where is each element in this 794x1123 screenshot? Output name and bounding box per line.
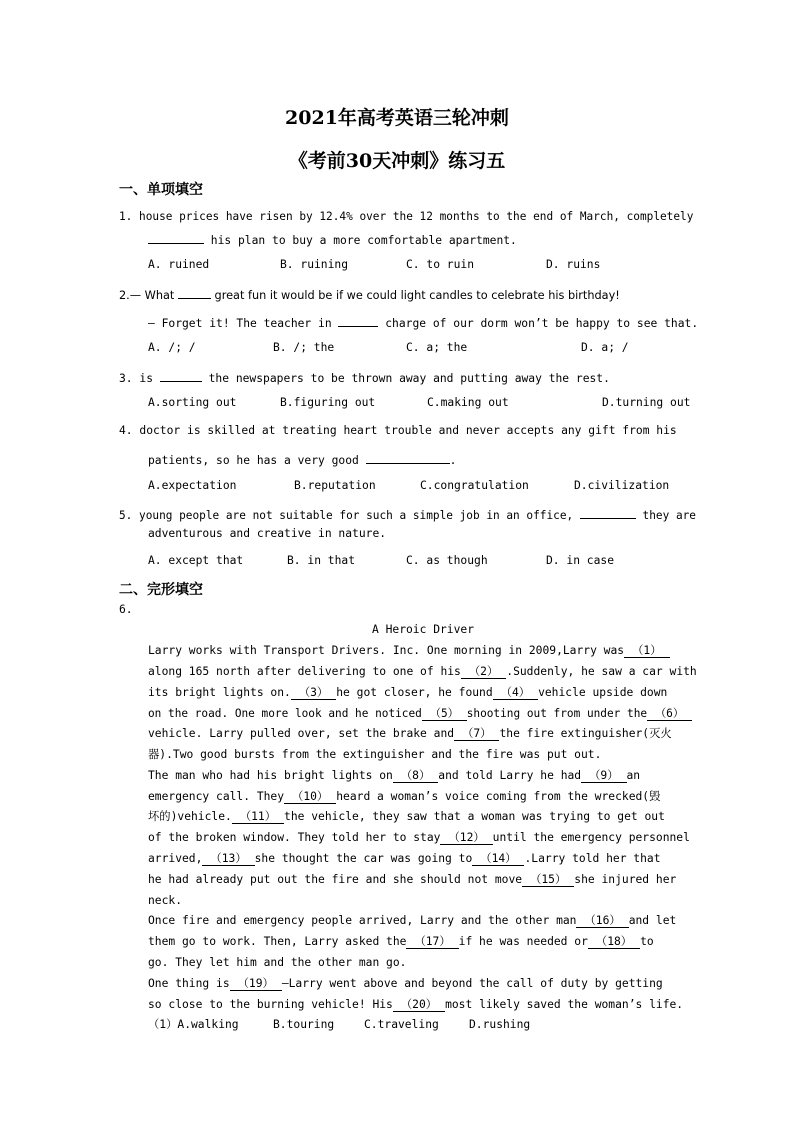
question-5-line-1: 5. young people are not suitable for such a simple job in an office, they are <box>119 506 696 523</box>
question-5-line-2: adventurous and creative in nature. <box>148 527 387 540</box>
passage-line: Once fire and emergency people arrived, Larry and the other man （16） and let <box>148 914 677 927</box>
passage-line: neck. <box>148 894 183 907</box>
passage-line: 器).Two good bursts from the extinguisher and the fire was put out. <box>148 748 602 761</box>
section-heading-single-choice: 一、单项填空 <box>119 182 203 198</box>
option-c: C. as though <box>406 554 488 567</box>
option-d: D.rushing <box>469 1018 531 1031</box>
option-b: B.reputation <box>294 479 376 492</box>
option-c: C.congratulation <box>420 479 529 492</box>
page-subtitle: 《考前30天冲刺》练习五 <box>288 150 506 172</box>
answer-blank <box>148 231 204 244</box>
passage-line: its bright lights on. （3） he got closer, he found （4） vehicle upside down <box>148 686 668 699</box>
passage-line: vehicle. Larry pulled over, set the brake and （7） the fire extinguisher(灭火 <box>148 727 672 740</box>
question-6-number: 6. <box>119 603 133 616</box>
option-d: D. in case <box>546 554 615 567</box>
option-b: B. /; the <box>273 341 335 354</box>
option-c: C. a; the <box>406 341 468 354</box>
option-a: A.expectation <box>148 479 237 492</box>
answer-blank <box>580 506 636 519</box>
question-2-line-2: — Forget it! The teacher in charge of our dorm won’t be happy to see that. <box>148 314 698 331</box>
option-b: B.figuring out <box>280 396 376 409</box>
passage-line: Larry works with Transport Drivers. Inc. One morning in 2009,Larry was （1） <box>148 644 670 658</box>
option-d: D. ruins <box>546 258 601 271</box>
option-a: A.sorting out <box>148 396 237 409</box>
option-b: B. ruining <box>280 258 349 271</box>
option-d: D.civilization <box>574 479 670 492</box>
passage-line: them go to work. Then, Larry asked the （17） if he was needed or （18） to <box>148 935 654 948</box>
answer-blank <box>338 314 378 327</box>
option-d: D.turning out <box>602 396 691 409</box>
passage-line: emergency call. They （10） heard a woman’s voice coming from the wrecked(毁 <box>148 790 661 803</box>
option-c: C.making out <box>427 396 509 409</box>
page-title: 2021年高考英语三轮冲刺 <box>285 107 509 129</box>
passage-line: go. They let him and the other man go. <box>148 956 407 969</box>
option-b: B. in that <box>287 554 356 567</box>
passage-line: on the road. One more look and he noticed （5） shooting out from under the （6） <box>148 707 692 721</box>
passage-line: of the broken window. They told her to stay （12） until the emergency personnel <box>148 831 690 844</box>
section-heading-cloze: 二、完形填空 <box>119 582 203 598</box>
answer-blank <box>366 451 450 464</box>
question-4-line-2: patients, so he has a very good . <box>148 451 456 468</box>
option-c: C.traveling <box>364 1018 439 1031</box>
option-a: A. ruined <box>148 258 210 271</box>
passage-line: 坏的)vehicle. （11） the vehicle, they saw that a woman was trying to get out <box>148 810 665 823</box>
option-a: （1）A.walking <box>148 1018 239 1031</box>
question-1-line-2: his plan to buy a more comfortable apartment. <box>148 231 517 248</box>
option-a: A. except that <box>148 554 244 567</box>
option-d: D. a; / <box>581 341 629 354</box>
passage-line: arrived, （13） she thought the car was going to （14） .Larry told her that <box>148 852 661 865</box>
passage-title: A Heroic Driver <box>371 623 475 636</box>
option-b: B.touring <box>273 1018 335 1031</box>
option-c: C. to ruin <box>406 258 475 271</box>
answer-blank <box>160 369 202 382</box>
passage-line: so close to the burning vehicle! His （20） most likely saved the woman’s life. <box>148 998 684 1011</box>
question-2-line-1: 2.— What great fun it would be if we could light candles to celebrate his birthday! <box>119 286 620 303</box>
question-4-line-1: 4. doctor is skilled at treating heart trouble and never accepts any gift from his <box>119 424 677 437</box>
passage-line: he had already put out the fire and she should not move （15） she injured her <box>148 873 677 886</box>
answer-blank <box>178 286 211 299</box>
passage-line: One thing is （19） —Larry went above and beyond the call of duty by getting <box>148 977 663 990</box>
passage-line: The man who had his bright lights on （8） and told Larry he had （9） an <box>148 769 641 782</box>
question-1-line-1: 1. house prices have risen by 12.4% over the 12 months to the end of March, completely <box>119 210 694 223</box>
option-a: A. /; / <box>148 341 196 354</box>
passage-line: along 165 north after delivering to one of his （2） .Suddenly, he saw a car with <box>148 665 697 678</box>
question-3-line-1: 3. is the newspapers to be thrown away and putting away the rest. <box>119 369 610 386</box>
